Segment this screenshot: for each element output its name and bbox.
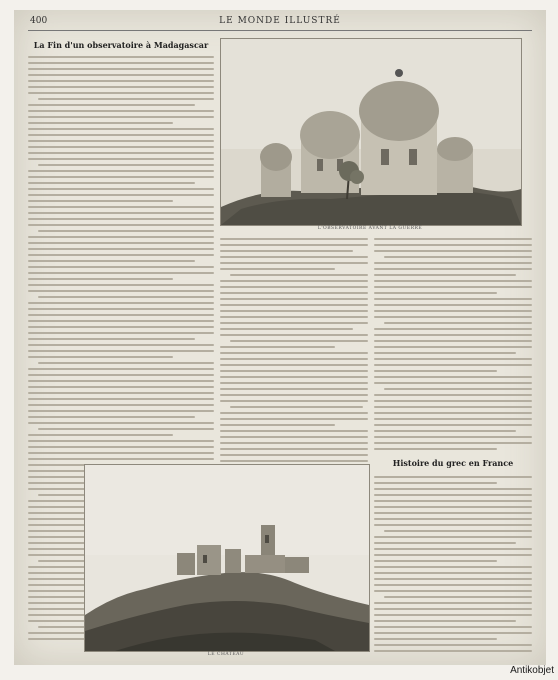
- text-line: [384, 256, 532, 258]
- text-line: [28, 266, 214, 268]
- text-line: [374, 286, 532, 288]
- text-line: [28, 116, 214, 118]
- text-line: [374, 548, 532, 550]
- text-line: [374, 418, 532, 420]
- text-line: [38, 362, 214, 364]
- text-line: [220, 268, 335, 270]
- text-line: [220, 400, 368, 402]
- text-line: [220, 376, 368, 378]
- text-line: [28, 68, 214, 70]
- text-line: [28, 254, 214, 256]
- text-line: [374, 536, 532, 538]
- text-line: [28, 344, 214, 346]
- text-line: [220, 382, 368, 384]
- text-line: [374, 436, 532, 438]
- text-line: [28, 56, 214, 58]
- observatory-caption: L'OBSERVATOIRE AVANT LA GUERRE: [317, 226, 423, 231]
- text-line: [374, 566, 532, 568]
- text-line: [374, 482, 497, 484]
- text-line: [220, 412, 368, 414]
- text-line: [374, 280, 532, 282]
- text-line: [28, 74, 214, 76]
- text-line: [28, 338, 195, 340]
- text-line: [374, 346, 532, 348]
- text-line: [374, 578, 532, 580]
- text-line: [220, 238, 368, 240]
- text-line: [384, 596, 532, 598]
- text-line: [28, 62, 214, 64]
- text-line: [374, 340, 532, 342]
- text-line: [374, 554, 532, 556]
- text-line: [220, 292, 368, 294]
- text-line: [374, 328, 532, 330]
- text-line: [28, 398, 214, 400]
- newspaper-page: [14, 10, 546, 665]
- text-line: [38, 428, 214, 430]
- text-line: [374, 298, 532, 300]
- text-line: [28, 110, 214, 112]
- text-line: [374, 584, 532, 586]
- text-line: [230, 406, 363, 408]
- text-line: [28, 458, 214, 460]
- text-line: [374, 608, 532, 610]
- text-line: [374, 376, 532, 378]
- text-line: [220, 430, 368, 432]
- text-line: [220, 256, 368, 258]
- text-line: [28, 236, 214, 238]
- text-line: [28, 278, 173, 280]
- text-line: [220, 394, 368, 396]
- masthead: LE MONDE ILLUSTRÉ: [219, 16, 341, 26]
- text-line: [374, 400, 532, 402]
- text-line: [374, 334, 532, 336]
- text-line: [374, 238, 532, 240]
- text-line: [374, 316, 532, 318]
- text-line: [28, 332, 214, 334]
- text-line: [28, 320, 214, 322]
- text-line: [28, 302, 214, 304]
- text-line: [38, 164, 214, 166]
- text-line: [28, 248, 214, 250]
- castle-caption: LE CHÂTEAU: [207, 652, 245, 657]
- text-line: [28, 146, 214, 148]
- text-line: [28, 416, 195, 418]
- text-line: [374, 590, 532, 592]
- text-line: [220, 454, 368, 456]
- text-line: [220, 322, 368, 324]
- text-line: [28, 134, 214, 136]
- text-line: [374, 358, 532, 360]
- text-line: [28, 446, 214, 448]
- text-line: [28, 380, 214, 382]
- text-line: [220, 298, 368, 300]
- text-line: [220, 346, 335, 348]
- article-title-greek: Histoire du grec en France: [392, 458, 514, 468]
- text-line: [374, 602, 532, 604]
- watermark: Antikobjet: [510, 665, 554, 676]
- text-line: [220, 448, 368, 450]
- text-line: [28, 206, 214, 208]
- text-line: [220, 286, 368, 288]
- text-line: [28, 368, 214, 370]
- text-line: [374, 304, 532, 306]
- text-line: [28, 218, 214, 220]
- text-line: [374, 262, 532, 264]
- column-right-lower: [374, 476, 532, 656]
- text-line: [220, 280, 368, 282]
- text-line: [374, 650, 532, 652]
- text-line: [220, 358, 368, 360]
- text-line: [374, 560, 497, 562]
- text-line: [28, 350, 214, 352]
- text-line: [220, 418, 368, 420]
- text-line: [28, 194, 214, 196]
- text-line: [28, 212, 214, 214]
- text-line: [38, 296, 214, 298]
- text-line: [28, 356, 173, 358]
- text-line: [28, 386, 214, 388]
- article-title-observatory: La Fin d'un observatoire à Madagascar: [33, 40, 209, 50]
- text-line: [28, 80, 214, 82]
- text-line: [374, 292, 497, 294]
- text-line: [28, 152, 214, 154]
- text-line: [230, 274, 368, 276]
- text-line: [28, 284, 214, 286]
- text-line: [374, 382, 532, 384]
- text-line: [374, 244, 532, 246]
- text-line: [374, 500, 532, 502]
- column-right: [374, 238, 532, 454]
- text-line: [28, 404, 214, 406]
- text-line: [384, 530, 532, 532]
- observatory-illustration: [220, 38, 522, 226]
- text-line: [28, 224, 214, 226]
- text-line: [220, 424, 335, 426]
- text-line: [374, 268, 532, 270]
- text-line: [220, 316, 368, 318]
- text-line: [28, 272, 214, 274]
- text-line: [28, 422, 214, 424]
- page-header: [14, 16, 546, 30]
- text-line: [374, 542, 516, 544]
- text-line: [384, 322, 532, 324]
- text-line: [374, 274, 516, 276]
- text-line: [220, 304, 368, 306]
- text-line: [28, 392, 214, 394]
- text-line: [28, 410, 214, 412]
- text-line: [374, 310, 532, 312]
- text-line: [28, 92, 214, 94]
- text-line: [374, 506, 532, 508]
- text-line: [28, 158, 214, 160]
- text-line: [220, 364, 368, 366]
- text-line: [220, 328, 353, 330]
- text-line: [28, 104, 195, 106]
- text-line: [374, 494, 532, 496]
- text-line: [28, 440, 214, 442]
- text-line: [374, 572, 532, 574]
- text-line: [374, 614, 532, 616]
- text-line: [220, 334, 368, 336]
- text-line: [28, 452, 214, 454]
- castle-illustration: [84, 464, 370, 652]
- text-line: [374, 644, 532, 646]
- text-line: [374, 512, 532, 514]
- text-line: [220, 244, 368, 246]
- text-line: [28, 326, 214, 328]
- text-line: [28, 188, 214, 190]
- text-line: [374, 620, 516, 622]
- text-line: [28, 434, 173, 436]
- page-number: 400: [30, 16, 48, 26]
- text-line: [220, 352, 368, 354]
- text-line: [220, 460, 368, 462]
- text-line: [28, 122, 173, 124]
- text-line: [374, 448, 497, 450]
- text-line: [374, 352, 516, 354]
- text-line: [374, 442, 532, 444]
- text-line: [374, 476, 532, 478]
- text-line: [28, 200, 173, 202]
- text-line: [374, 488, 532, 490]
- article-body-greek: [374, 476, 532, 652]
- text-line: [374, 364, 532, 366]
- text-line: [28, 176, 214, 178]
- text-line: [28, 374, 214, 376]
- text-line: [374, 250, 532, 252]
- text-line: [220, 370, 368, 372]
- text-line: [28, 242, 214, 244]
- text-line: [38, 98, 214, 100]
- text-line: [28, 260, 195, 262]
- text-line: [374, 518, 532, 520]
- text-line: [374, 632, 532, 634]
- text-line: [374, 638, 497, 640]
- text-line: [384, 388, 532, 390]
- text-line: [230, 340, 368, 342]
- text-line: [374, 406, 532, 408]
- text-line: [220, 442, 368, 444]
- header-rule: [28, 30, 532, 31]
- text-line: [28, 314, 214, 316]
- text-line: [28, 140, 214, 142]
- article-body-right: [374, 238, 532, 450]
- text-line: [220, 310, 368, 312]
- text-line: [28, 290, 214, 292]
- text-line: [220, 250, 353, 252]
- text-line: [220, 262, 368, 264]
- text-line: [374, 424, 532, 426]
- text-line: [220, 388, 368, 390]
- text-line: [374, 394, 532, 396]
- text-line: [374, 430, 516, 432]
- text-line: [28, 170, 214, 172]
- text-line: [374, 524, 532, 526]
- text-line: [28, 182, 195, 184]
- text-line: [38, 230, 214, 232]
- text-line: [220, 436, 368, 438]
- text-line: [374, 412, 532, 414]
- text-line: [28, 128, 214, 130]
- text-line: [28, 308, 214, 310]
- text-line: [374, 626, 532, 628]
- text-line: [28, 86, 214, 88]
- text-line: [374, 370, 497, 372]
